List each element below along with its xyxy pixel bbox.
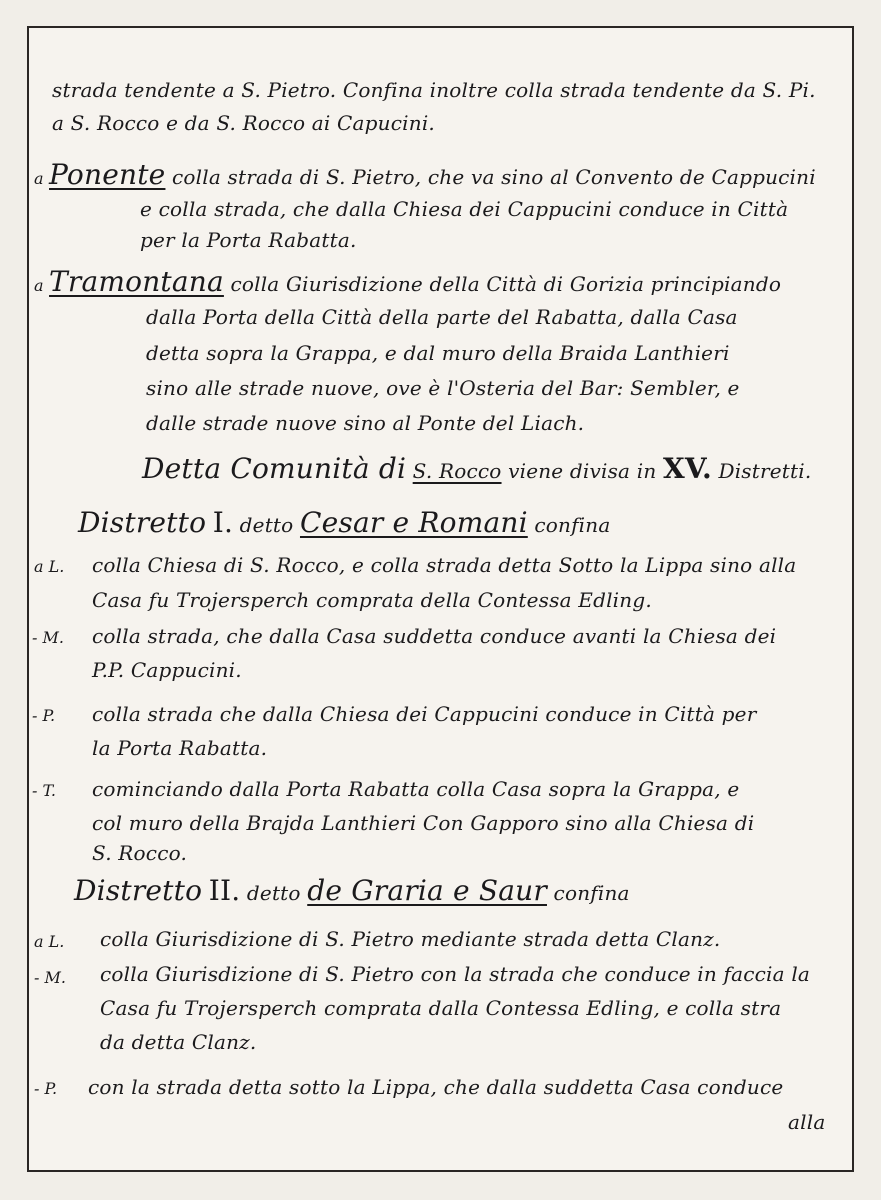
ponente-section: a Ponente colla strada di S. Pietro, che va sino al Convento de Cappucini [34,158,816,191]
tramontana-section: a Tramontana colla Giurisdizione della Città di Gorizia principiando [34,265,782,298]
distretto-1-heading: Distretto I. detto Cesar e Romani confina [78,506,611,539]
entry-marker: a L. [34,932,65,951]
text-line: colla Giurisdizione di S. Pietro con la strada che conduce in faccia la [100,962,811,986]
text-line: P.P. Cappucini. [92,658,242,682]
text-line: da detta Clanz. [100,1030,257,1054]
tramontana-text: colla Giurisdizione della Città di Gorizia principiando [230,272,782,296]
distretto-2-heading: Distretto II. detto de Graria e Saur confina [74,874,630,907]
comunita-heading: Detta Comunità di S. Rocco viene divisa in XV. Distretti. [142,452,812,485]
ponente-text: colla strada di S. Pietro, che va sino al Convento de Cappucini [172,165,816,189]
text-line: Casa fu Trojersperch comprata della Contessa Edling. [92,588,652,612]
text-line: S. Rocco. [92,841,188,865]
entry-marker: - M. [34,968,66,987]
text-line: per la Porta Rabatta. [140,228,357,252]
text-line: e colla strada, che dalla Chiesa dei Cappucini conduce in Città [140,197,789,221]
ponente-heading: Ponente [49,158,166,191]
text-line: alla [788,1110,826,1134]
text-line: colla Chiesa di S. Rocco, e colla strada detta Sotto la Lippa sino alla [92,553,797,577]
text-line: sino alle strade nuove, ove è l'Osteria del Bar: Sembler, e [146,376,740,400]
comunita-name: S. Rocco [412,459,502,483]
distretto-2-name: de Graria e Saur [307,874,547,907]
entry-marker: - P. [34,1079,58,1098]
text-line: detta sopra la Grappa, e dal muro della Braida Lanthieri [146,341,730,365]
entry-marker: - P. [32,706,56,725]
distretto-1-name: Cesar e Romani [299,506,528,539]
text-line: colla strada, che dalla Casa suddetta conduce avanti la Chiesa dei [92,624,777,648]
text-line: col muro della Brajda Lanthieri Con Gapporo sino alla Chiesa di [92,811,755,835]
text-line: dalla Porta della Città della parte del Rabatta, dalla Casa [146,305,738,329]
text-line: Casa fu Trojersperch comprata dalla Contessa Edling, e colla stra [100,996,782,1020]
entry-marker: - T. [32,781,56,800]
text-line: la Porta Rabatta. [92,736,268,760]
text-line: strada tendente a S. Pietro. Confina inoltre colla strada tendente da S. Pi. [52,78,816,102]
entry-marker: - M. [32,628,64,647]
text-line: cominciando dalla Porta Rabatta colla Casa sopra la Grappa, e [92,777,740,801]
text-line: colla Giurisdizione di S. Pietro mediante strada detta Clanz. [100,927,721,951]
text-line: colla strada che dalla Chiesa dei Cappucini conduce in Città per [92,702,757,726]
entry-marker: a L. [34,557,65,576]
tramontana-heading: Tramontana [49,265,224,298]
text-line: dalle strade nuove sino al Ponte del Liach. [146,411,585,435]
text-line: a S. Rocco e da S. Rocco ai Capucini. [52,111,435,135]
text-line: con la strada detta sotto la Lippa, che dalla suddetta Casa conduce [88,1075,784,1099]
